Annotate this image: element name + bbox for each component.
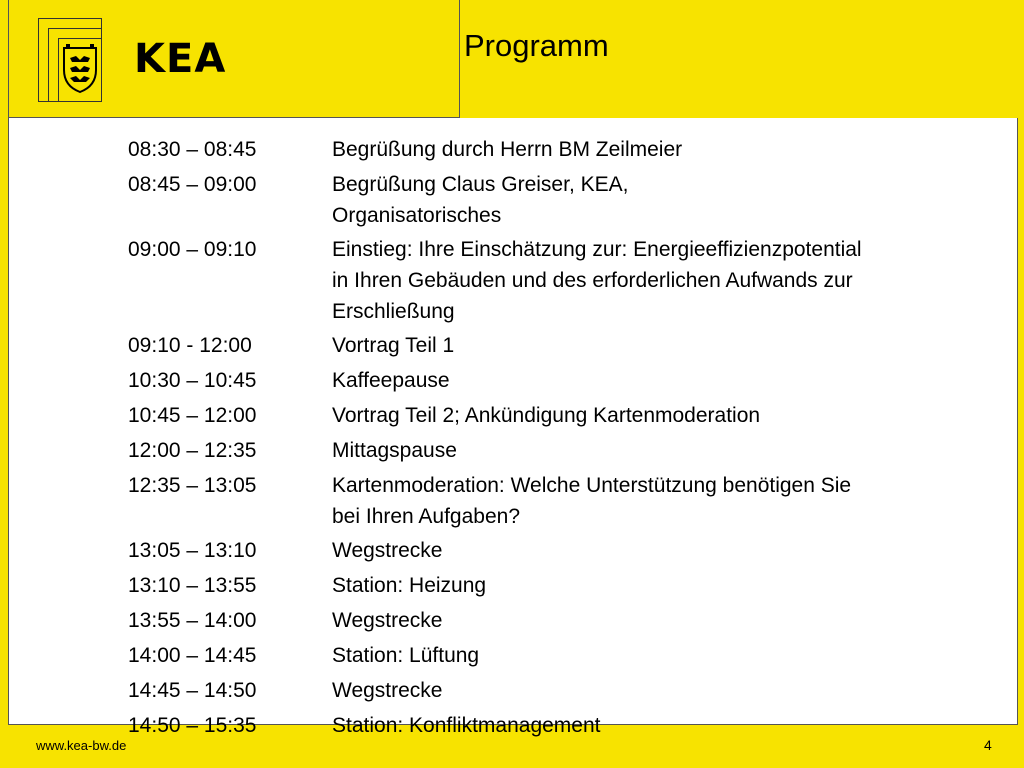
schedule-row <box>128 169 1008 231</box>
schedule-description <box>332 435 1008 467</box>
schedule-row <box>128 675 1008 707</box>
schedule-description-line: Wegstrecke <box>332 539 443 562</box>
schedule-description-line: Kartenmoderation: Welche Unterstützung benötigen Sie <box>332 474 852 497</box>
schedule-time: 14:45 – 14:50 <box>128 679 257 702</box>
coat-of-arms-icon <box>62 44 98 94</box>
schedule-description-line: Begrüßung Claus Greiser, KEA, <box>332 173 629 196</box>
schedule-description-line: Vortrag Teil 1 <box>332 334 455 357</box>
schedule-description <box>332 400 1008 432</box>
schedule-row <box>128 330 1008 362</box>
schedule-time: 12:35 – 13:05 <box>128 474 257 497</box>
schedule-time: 13:55 – 14:00 <box>128 609 257 632</box>
schedule-description-line: Einstieg: Ihre Einschätzung zur: Energieeffizienzpotential <box>332 238 862 261</box>
schedule-description-line: Station: Heizung <box>332 574 487 597</box>
schedule-row <box>128 134 1008 166</box>
schedule-time: 14:50 – 15:35 <box>128 714 257 737</box>
schedule-description <box>332 640 1008 672</box>
schedule-row <box>128 535 1008 567</box>
schedule-description-line: Wegstrecke <box>332 679 443 702</box>
schedule-time: 13:10 – 13:55 <box>128 574 257 597</box>
schedule-time: 13:05 – 13:10 <box>128 539 257 562</box>
schedule-row <box>128 470 1008 532</box>
schedule-description <box>332 330 1008 362</box>
logo-text: KEA <box>134 36 227 82</box>
schedule-time: 09:00 – 09:10 <box>128 238 257 261</box>
schedule-description-line: Erschließung <box>332 300 455 323</box>
page-number: 4 <box>984 737 992 753</box>
schedule-description <box>332 605 1008 637</box>
schedule-list <box>128 134 1008 745</box>
schedule-row <box>128 640 1008 672</box>
schedule-time: 10:30 – 10:45 <box>128 369 257 392</box>
schedule-description-line: Begrüßung durch Herrn BM Zeilmeier <box>332 138 683 161</box>
schedule-time: 08:30 – 08:45 <box>128 138 257 161</box>
schedule-time: 10:45 – 12:00 <box>128 404 257 427</box>
schedule-description <box>332 675 1008 707</box>
schedule-time: 12:00 – 12:35 <box>128 439 257 462</box>
schedule-row <box>128 570 1008 602</box>
footer-url: www.kea-bw.de <box>36 738 127 753</box>
schedule-time: 14:00 – 14:45 <box>128 644 257 667</box>
schedule-description <box>332 470 1008 532</box>
schedule-description-line: Organisatorisches <box>332 204 502 227</box>
schedule-description <box>332 535 1008 567</box>
schedule-description-line: Station: Lüftung <box>332 644 480 667</box>
schedule-description <box>332 134 1008 166</box>
schedule-description <box>332 570 1008 602</box>
kea-logo <box>38 18 238 104</box>
schedule-time: 09:10 - 12:00 <box>128 334 252 357</box>
schedule-description-line: bei Ihren Aufgaben? <box>332 505 520 528</box>
schedule-row <box>128 435 1008 467</box>
schedule-time: 08:45 – 09:00 <box>128 173 257 196</box>
schedule-description <box>332 234 1008 327</box>
schedule-description <box>332 365 1008 397</box>
schedule-description-line: Station: Konfliktmanagement <box>332 714 601 737</box>
schedule-row <box>128 234 1008 327</box>
schedule-description <box>332 710 1008 742</box>
page-title: Programm <box>464 28 609 63</box>
schedule-description-line: Kaffeepause <box>332 369 450 392</box>
schedule-description-line: Vortrag Teil 2; Ankündigung Kartenmoderation <box>332 404 761 427</box>
schedule-description-line: in Ihren Gebäuden und des erforderlichen Aufwands zur <box>332 269 853 292</box>
schedule-description-line: Wegstrecke <box>332 609 443 632</box>
schedule-description <box>332 169 1008 231</box>
schedule-row <box>128 605 1008 637</box>
schedule-row <box>128 400 1008 432</box>
schedule-row <box>128 710 1008 742</box>
schedule-description-line: Mittagspause <box>332 439 457 462</box>
schedule-row <box>128 365 1008 397</box>
